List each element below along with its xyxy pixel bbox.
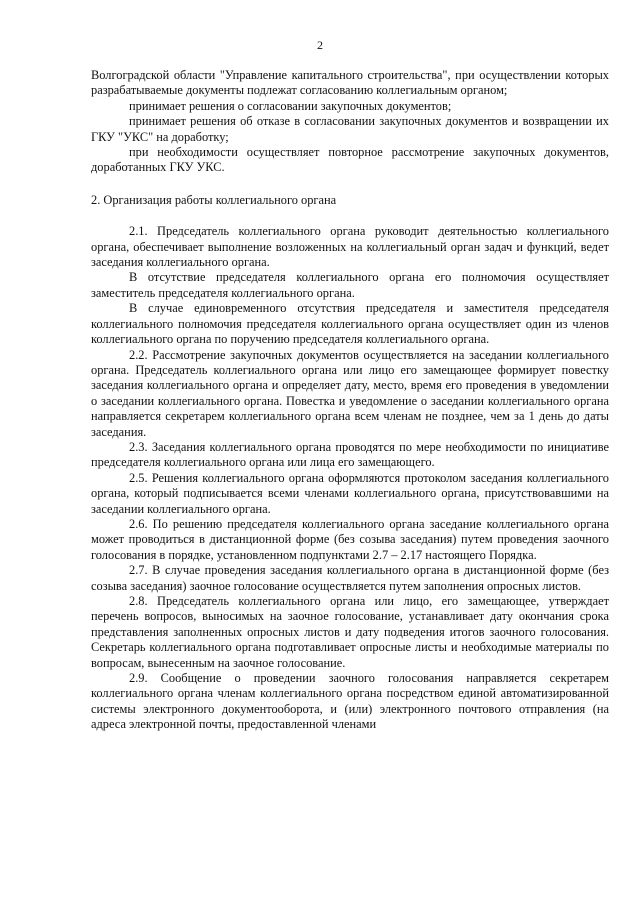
paragraph-2-7: 2.7. В случае проведения заседания коллегиального органа в дистанционной форме (без созыва заседания) заочное голосование осуществляется путем заполнения опросных листов. xyxy=(91,563,609,593)
paragraph-2-1-deputy: В отсутствие председателя коллегиального органа его полномочия осуществляет заместитель председателя коллегиального органа. xyxy=(91,270,609,300)
paragraph-2-1: 2.1. Председатель коллегиального органа руководит деятельностью коллегиального органа, обеспечивает выполнение возложенных на коллегиальный орган задач и функций, ведет заседания коллегиального органа. xyxy=(91,224,609,270)
paragraph-2-2: 2.2. Рассмотрение закупочных документов осуществляется на заседании коллегиального органа. Председатель коллегиального органа или лицо его замещающее формирует повестку заседания коллегиального органа и определяет дату, место, время его проведения в уведомлении о заседании коллегиального органа. Повестка и уведомление о заседании коллегиального органа направляется секретарем коллегиального органа всем членам не позднее, чем за 1 день до даты заседания. xyxy=(91,347,609,439)
paragraph-repeat-review: при необходимости осуществляет повторное рассмотрение закупочных документов, доработанных ГКУ УКС. xyxy=(91,145,609,175)
paragraph-approves-documents: принимает решения о согласовании закупочных документов; xyxy=(129,98,452,113)
paragraph-2-1-absence: В случае единовременного отсутствия председателя и заместителя председателя коллегиального полномочия председателя коллегиального органа осуществляет один из членов коллегиального органа по поручению председателя коллегиального органа. xyxy=(91,301,609,347)
section-heading: 2. Организация работы коллегиального органа xyxy=(91,192,337,207)
paragraph-2-3: 2.3. Заседания коллегиального органа проводятся по мере необходимости по инициативе председателя коллегиального органа или лица его замещающего. xyxy=(91,439,609,470)
page-number: 2 xyxy=(317,38,323,52)
paragraph-refuses-approval: принимает решения об отказе в согласовании закупочных документов и возвращении их ГКУ "УКС" на доработку; xyxy=(91,114,609,144)
paragraph-2-9: 2.9. Сообщение о проведении заочного голосования направляется секретарем коллегиального органа членам коллегиального органа посредством единой автоматизированной системы электронного документооборота, и (или) электронного почтового отправления (на адреса электронной почты, предоставленной членами xyxy=(91,671,609,732)
paragraph-2-5: 2.5. Решения коллегиального органа оформляются протоколом заседания коллегиального органа, который подписывается всеми членами коллегиального органа, присутствовавшими на заседании коллегиального органа. xyxy=(91,470,609,516)
paragraph-2-6: 2.6. По решению председателя коллегиального органа заседание коллегиального органа может проводиться в дистанционной форме (без созыва заседания) путем проведения заочного голосования в порядке, установленном подпунктами 2.7 – 2.17 настоящего Порядка. xyxy=(91,516,609,562)
document-body xyxy=(91,68,609,733)
paragraph-2-8: 2.8. Председатель коллегиального органа или лицо, его замещающее, утверждает перечень вопросов, выносимых на заочное голосование, устанавливает дату окончания срока представления заполненных опросных листов и дату подведения итогов заочного голосования. Секретарь коллегиального органа подготавливает опросные листы и необходимые материалы по вопросам, вынесенным на заочное голосование. xyxy=(91,594,609,670)
paragraph-continuation: Волгоградской области "Управление капитального строительства", при осуществлении которых разрабатываемые документы подлежат согласованию коллегиальным органом; xyxy=(91,68,609,98)
